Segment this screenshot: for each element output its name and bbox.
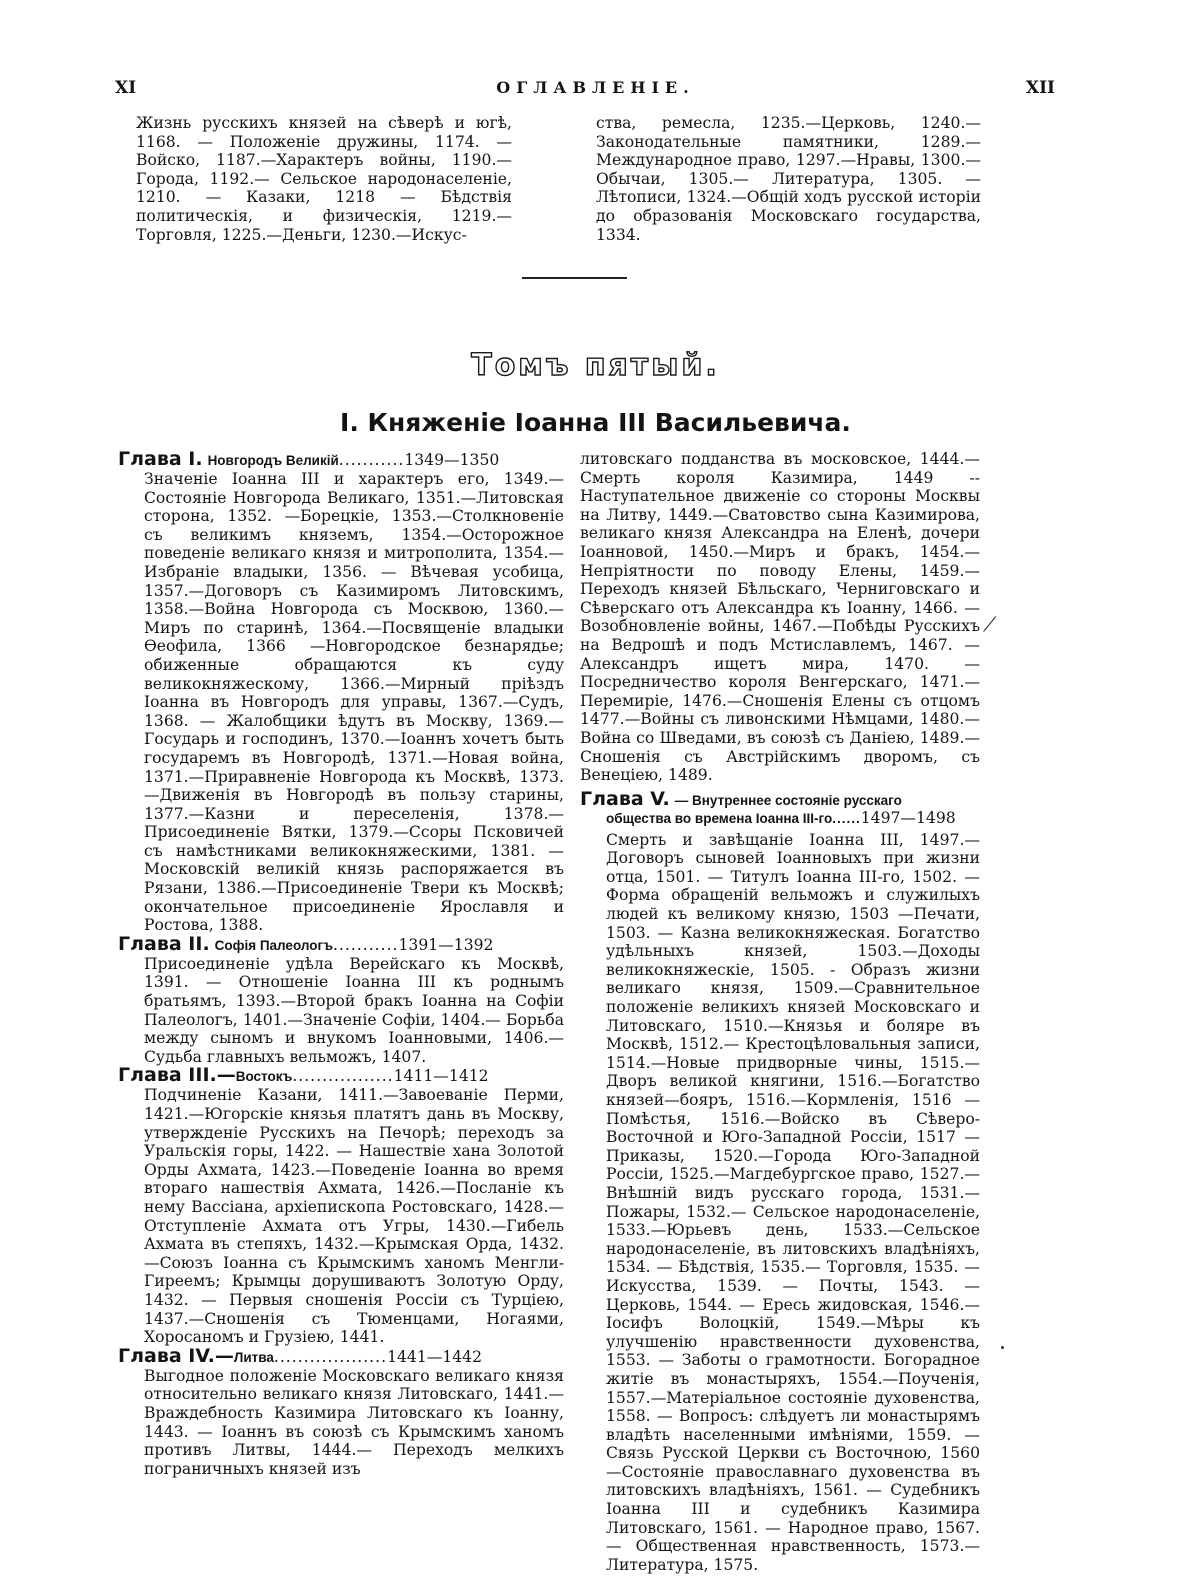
chapter-title: Востокъ [235,1069,293,1085]
page-range: 1391—1392 [398,935,494,954]
chapter-heading [118,450,564,470]
chapter-contents: Подчиненіе Казани, 1411.—Завоеваніе Перми, 1421.—Югорскіе князья платятъ дань въ Москву, утвержденіе Русскихъ на Печорѣ; переходъ за Уральскія горы, 1422. — Нашествіе хана Золотой Орды Ахмата, 1423.—Поведеніе Іоанна во время втораго нашествія Ахмата, 1426.—Посланіе къ нему Вассіана, архіепископа Ростовскаго, 1428.—Отступленіе Ахмата отъ Угры, 1430.—Гибель Ахмата въ степяхъ, 1432.—Крымская Орда, 1432.—Союзъ Іоанна съ Крымскимъ ханомъ Менгли-Гиреемъ; Крымцы дорушиваютъ Золотую Орду, 1432. — Первыя сношенія Россіи съ Турціею, 1437.—Сношенія съ Тюменцами, Ногаями, Хоросаномъ и Грузіею, 1441. [144,1086,564,1347]
page-number-left: XI [115,78,137,98]
chapter-title: Новгородъ Великій [207,453,339,468]
volume-title: Томъ пятый. [471,348,720,383]
chapter-title-line-2 [580,809,1004,827]
page-range: 1349—1350 [404,451,500,469]
chapter-label: Глава IV.— [118,1344,234,1367]
chapter-contents: Присоединеніе удѣла Верейскаго къ Москвѣ, 1391. — Отношеніе Іоанна III къ роднымъ братьямъ, 1393.—Второй бракъ Іоанна на Софіи Палеологъ, 1401.—Значеніе Софіи, 1404.— Борьба между сыномъ и внукомъ Іоанновыми, 1406.—Судьба главныхъ вельможъ, 1407. [144,954,564,1066]
chapter-title-line-2-text: общества во времена Іоанна III-го [606,810,833,826]
chapter-heading [118,1066,564,1086]
chapter-1 [118,450,564,935]
margin-dot [1001,1346,1004,1349]
toc-left-column [118,450,564,1478]
chapter-contents: Смерть и завѣщаніе Іоанна III, 1497.—Договоръ сыновей Іоанновыхъ при жизни отца, 1501. — Титулъ Іоанна III-го, 1502. — Форма обращеній вельможъ и служилыхъ людей къ великому князю, 1503 —Печати, 1503. — Казна великокняжеская. Богатство удѣльныхъ князей, 1503.—Доходы великокняжескіе, 1505. - Образъ жизни великаго князя, 1509.—Сравнительное положеніе великихъ князей Московскаго и Литовскаго, 1510.—Князья и боляре въ Москвѣ, 1512.— Крестоцѣловальныя записи, 1514.—Новые придворные чины, 1515.—Дворъ великой княгини, 1516.—Богатство князей—бояръ, 1516.—Кормленія, 1516 —Помѣстья, 1516.—Войско въ Сѣверо-Восточной и Юго-Западной Россіи, 1517 — Приказы, 1520.—Города Юго-Западной Россіи, 1525.—Магдебургское право, 1527.—Внѣшній видъ русскаго города, 1531.—Пожары, 1532.— Сельское народонаселеніе, 1533.—Юрьевъ день, 1533.—Сельское народонаселеніе, въ литовскихъ владѣніяхъ, 1534. — Бѣдствія, 1535.— Торговля, 1535. — Искусства, 1539. — Почты, 1543. — Церковь, 1544. — Ересь жидовская, 1546.—Іосифъ Волоцкій, 1549.—Мѣры къ улучшенію нравственности духовенства, 1553. — Заботы о грамотности. Богорадное житіе въ монастыряхъ, 1554.—Поученія, 1557.—Матеріальное состояніе духовенства, 1558. — Вопросъ: слѣдуетъ ли монастырямъ владѣть населенными имѣніями, 1559. — Связь Русской Церкви съ Восточною, 1560 —Состояніе православнаго духовенства въ литовскихъ владѣніяхъ, 1561. — Судебникъ Іоанна III и судебникъ Казимира Литовскаго, 1561. — Народное право, 1567. — Общественная нравственность, 1573.—Литература, 1575. [606,830,980,1574]
leader-dots: ........... [338,451,405,469]
page-number-right: XII [1025,78,1055,98]
chapter-5 [580,787,980,1575]
chapter-3 [118,1066,564,1346]
leader-dots: ................... [273,1347,388,1366]
running-title: ОГЛАВЛЕНІЕ. [496,78,695,97]
chapter-4 [118,1344,564,1479]
page-range: 1497—1498 [860,808,956,827]
chapter-4-continuation: литовскаго подданства въ московское, 1444.— Смерть короля Казимира, 1449 --Наступательное движеніе со стороны Москвы на Литву, 1449.—Сватовство сына Казимирова, великаго князя Александра на Еленѣ, дочери Іоанновой, 1450.—Миръ и бракъ, 1454.—Непріятности по поводу Елены, 1459.—Переходъ князей Бѣльскаго, Черниговскаго и Сѣверскаго отъ Александра къ Іоанну, 1466. — Возобновленіе войны, 1467.—Побѣды Русскихъ на Ведрошѣ и подъ Мстиславлемъ, 1467. — Александръ ищетъ мира, 1470. — Посредничество короля Венгерскаго, 1471.—Перемиріе, 1476.—Сношенія Елены съ отцомъ 1477.—Войны съ ливонскими Нѣмцами, 1480.—Война со Шведами, въ союзѣ съ Даніею, 1489.—Сношенія съ Австрійскимъ дворомъ, съ Венеціею, 1489. [580,450,980,785]
top-right-column: ства, ремесла, 1235.—Церковь, 1240.—Законодательные памятники, 1289.—Международное право, 1297.—Нравы, 1300.—Обычаи, 1305.— Литература, 1305. — Лѣтописи, 1324.—Общій ходъ русской исторіи до образованія Московскаго государства, 1334. [596,114,981,244]
chapter-contents: Значеніе Іоанна III и характеръ его, 1349.— Состояніе Новгорода Великаго, 1351.—Литовская сторона, 1352. —Борецкіе, 1353.—Столкновеніе съ великимъ княземъ, 1354.—Осторожное поведеніе великаго князя и митрополита, 1354.— Избраніе владыки, 1356. — Вѣчевая усобица, 1357.—Договоръ съ Казимиромъ Литовскимъ, 1358.—Война Новгорода съ Москвою, 1360.— Миръ по старинѣ, 1364.—Посвященіе владыки Ѳеофила, 1366 —Новгородское безнарядье; обиженные обращаются къ суду великокняжескому, 1366.—Мирный пріѣздъ Іоанна въ Новгородъ для управы, 1367.—Судъ, 1368. — Жалобщики ѣдутъ въ Москву, 1369.—Государь и господинъ, 1370.—Іоаннъ хочетъ быть государемъ въ Новгородѣ, 1371.—Новая война, 1371.—Приравненіе Новгорода къ Москвѣ, 1373.—Движенія въ Новгородѣ въ пользу старины, 1377.—Казни и переселенія, 1378.—Присоединеніе Вятки, 1379.—Ссоры Псковичей съ намѣстниками великокняжескими, 1381. — Московскій великій князь распоряжается въ Рязани, 1386.—Присоединеніе Твери къ Москвѣ; окончательное присоединеніе Ярославля и Ростова, 1388. [144,470,564,935]
leader-dots: ........... [332,935,399,954]
page-range: 1411—1412 [393,1067,489,1086]
chapter-label: Глава V. [580,787,670,810]
page-range: 1441—1442 [387,1347,483,1366]
leader-dots: ...... [832,810,861,826]
leader-dots: ................. [292,1067,394,1086]
chapter-label: Глава III.— [118,1064,236,1087]
chapter-label: Глава I. [118,448,203,470]
chapter-contents: Выгодное положеніе Московскаго великаго князя относительно великаго князя Литовскаго, 1441.—Враждебность Казимира Литовскаго къ Іоанну, 1443. — Іоаннъ въ союзѣ съ Крымскимъ ханомъ противъ Литвы, 1444.— Переходъ мелкихъ пограничныхъ князей изъ [144,1366,564,1478]
chapter-2 [118,932,564,1067]
toc-right-column [580,450,980,1574]
top-left-column: Жизнь русскихъ князей на сѣверѣ и югѣ, 1168. — Положеніе дружины, 1174. — Войско, 1187.—Характеръ войны, 1190.—Города, 1192.— Сельское народонаселеніе, 1210. — Казаки, 1218 — Бѣдствія политическія, и физическія, 1219.—Торговля, 1225.—Деньги, 1230.—Искус- [136,114,512,244]
chapter-heading [118,932,564,955]
margin-pencil-mark: ⁄ [988,612,992,636]
chapter-heading [118,1344,564,1367]
chapter-heading [580,787,980,810]
section-divider [522,277,627,279]
chapter-title-line-1: — Внутреннее состояніе русскаго [674,792,902,808]
part-title: I. Княженіе Іоанна III Васильевича. [340,408,851,437]
chapter-title: Софія Палеологъ [214,937,333,953]
chapter-title: Литва [233,1349,274,1365]
chapter-label: Глава II. [118,932,210,955]
